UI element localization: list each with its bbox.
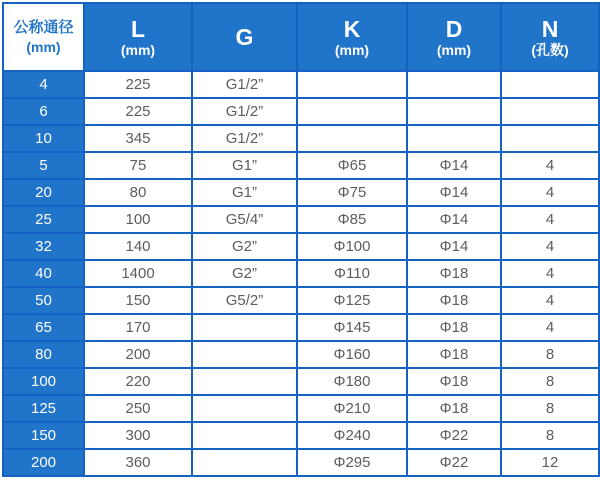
table-row bbox=[3, 449, 599, 476]
table-cell: Φ14 bbox=[407, 179, 501, 206]
table-cell: 100 bbox=[84, 206, 192, 233]
row-header: 40 bbox=[3, 260, 84, 287]
row-header: 65 bbox=[3, 314, 84, 341]
table-header bbox=[3, 3, 599, 71]
table-cell bbox=[297, 98, 407, 125]
table-row bbox=[3, 287, 599, 314]
row-header: 80 bbox=[3, 341, 84, 368]
table-row bbox=[3, 314, 599, 341]
table-cell: G5/4” bbox=[192, 206, 297, 233]
column-header-unit: (孔数) bbox=[531, 41, 569, 58]
table-cell: Φ18 bbox=[407, 287, 501, 314]
table-cell: 4 bbox=[501, 260, 599, 287]
row-header: 5 bbox=[3, 152, 84, 179]
table-cell: Φ14 bbox=[407, 152, 501, 179]
table-row bbox=[3, 341, 599, 368]
table-cell: Φ295 bbox=[297, 449, 407, 476]
table-cell: 75 bbox=[84, 152, 192, 179]
column-header-unit: (mm) bbox=[26, 39, 61, 55]
table-row bbox=[3, 260, 599, 287]
row-header: 50 bbox=[3, 287, 84, 314]
table-cell: Φ240 bbox=[297, 422, 407, 449]
table-cell bbox=[192, 395, 297, 422]
table-cell: Φ14 bbox=[407, 206, 501, 233]
table-row bbox=[3, 152, 599, 179]
table-cell: G1/2” bbox=[192, 125, 297, 152]
table-row bbox=[3, 179, 599, 206]
table-cell: G5/2” bbox=[192, 287, 297, 314]
table-cell: 150 bbox=[84, 287, 192, 314]
table-cell: Φ18 bbox=[407, 260, 501, 287]
column-header-label: G bbox=[235, 24, 254, 50]
table-row bbox=[3, 98, 599, 125]
column-header-unit: (mm) bbox=[436, 41, 472, 58]
column-header-g bbox=[192, 3, 297, 71]
table-cell: G1/2” bbox=[192, 71, 297, 98]
table-cell: Φ18 bbox=[407, 395, 501, 422]
table-cell: Φ75 bbox=[297, 179, 407, 206]
row-header: 25 bbox=[3, 206, 84, 233]
table-cell: Φ22 bbox=[407, 449, 501, 476]
table-cell bbox=[407, 71, 501, 98]
column-header-unit: (mm) bbox=[334, 41, 370, 58]
table-cell bbox=[192, 341, 297, 368]
table-body bbox=[3, 71, 599, 476]
table-row bbox=[3, 71, 599, 98]
table-cell: Φ18 bbox=[407, 314, 501, 341]
row-header: 100 bbox=[3, 368, 84, 395]
table-cell bbox=[297, 125, 407, 152]
table-cell: 140 bbox=[84, 233, 192, 260]
table-cell: 225 bbox=[84, 98, 192, 125]
table-cell: 4 bbox=[501, 152, 599, 179]
table-cell: 8 bbox=[501, 395, 599, 422]
table-cell: 80 bbox=[84, 179, 192, 206]
table-cell: 300 bbox=[84, 422, 192, 449]
row-header: 32 bbox=[3, 233, 84, 260]
table-cell: Φ145 bbox=[297, 314, 407, 341]
table-cell: Φ110 bbox=[297, 260, 407, 287]
column-header-label: D bbox=[445, 15, 463, 42]
table-cell: Φ100 bbox=[297, 233, 407, 260]
table-cell: 8 bbox=[501, 341, 599, 368]
table-cell: Φ14 bbox=[407, 233, 501, 260]
table-cell: 220 bbox=[84, 368, 192, 395]
table-cell: 250 bbox=[84, 395, 192, 422]
table-row bbox=[3, 422, 599, 449]
table-cell: G1” bbox=[192, 152, 297, 179]
table-cell: Φ210 bbox=[297, 395, 407, 422]
table-cell: 12 bbox=[501, 449, 599, 476]
column-header-label: L bbox=[130, 15, 146, 42]
table-cell: Φ160 bbox=[297, 341, 407, 368]
row-header: 6 bbox=[3, 98, 84, 125]
table-cell bbox=[297, 71, 407, 98]
row-header: 10 bbox=[3, 125, 84, 152]
table-cell: Φ18 bbox=[407, 368, 501, 395]
table-cell: 4 bbox=[501, 314, 599, 341]
table-cell: Φ125 bbox=[297, 287, 407, 314]
table-cell: Φ18 bbox=[407, 341, 501, 368]
table-row bbox=[3, 395, 599, 422]
table-cell: G2” bbox=[192, 233, 297, 260]
table-cell: 225 bbox=[84, 71, 192, 98]
table-cell: 8 bbox=[501, 368, 599, 395]
table-cell: Φ180 bbox=[297, 368, 407, 395]
table-cell bbox=[192, 368, 297, 395]
table-cell: G2” bbox=[192, 260, 297, 287]
table-cell: 170 bbox=[84, 314, 192, 341]
table-cell: 360 bbox=[84, 449, 192, 476]
table-cell: 4 bbox=[501, 233, 599, 260]
column-header-n bbox=[501, 3, 599, 71]
header-row bbox=[3, 3, 599, 71]
table-cell bbox=[192, 449, 297, 476]
row-header: 20 bbox=[3, 179, 84, 206]
table-cell: 8 bbox=[501, 422, 599, 449]
table-row bbox=[3, 206, 599, 233]
column-header-l bbox=[84, 3, 192, 71]
table-cell: G1” bbox=[192, 179, 297, 206]
table-cell bbox=[501, 98, 599, 125]
row-header: 4 bbox=[3, 71, 84, 98]
column-header-label: K bbox=[343, 15, 361, 42]
table-cell: 200 bbox=[84, 341, 192, 368]
table-cell: 1400 bbox=[84, 260, 192, 287]
table-cell bbox=[501, 71, 599, 98]
table-cell bbox=[407, 98, 501, 125]
column-header-label: 公称通径 bbox=[13, 19, 74, 36]
column-header-nominal-diameter bbox=[3, 3, 84, 71]
table-cell bbox=[501, 125, 599, 152]
table-cell: Φ85 bbox=[297, 206, 407, 233]
table-cell: G1/2” bbox=[192, 98, 297, 125]
table-row bbox=[3, 125, 599, 152]
table-row bbox=[3, 233, 599, 260]
table-row bbox=[3, 368, 599, 395]
row-header: 150 bbox=[3, 422, 84, 449]
table-cell: 4 bbox=[501, 206, 599, 233]
table-cell: Φ22 bbox=[407, 422, 501, 449]
row-header: 125 bbox=[3, 395, 84, 422]
table-cell bbox=[192, 314, 297, 341]
table-cell: 345 bbox=[84, 125, 192, 152]
column-header-unit: (mm) bbox=[120, 41, 156, 58]
table-cell bbox=[407, 125, 501, 152]
table-cell: Φ65 bbox=[297, 152, 407, 179]
flange-spec-table bbox=[2, 2, 600, 477]
row-header: 200 bbox=[3, 449, 84, 476]
column-header-label: N bbox=[541, 15, 559, 42]
table-cell bbox=[192, 422, 297, 449]
table-cell: 4 bbox=[501, 287, 599, 314]
table-cell: 4 bbox=[501, 179, 599, 206]
column-header-k bbox=[297, 3, 407, 71]
column-header-d bbox=[407, 3, 501, 71]
